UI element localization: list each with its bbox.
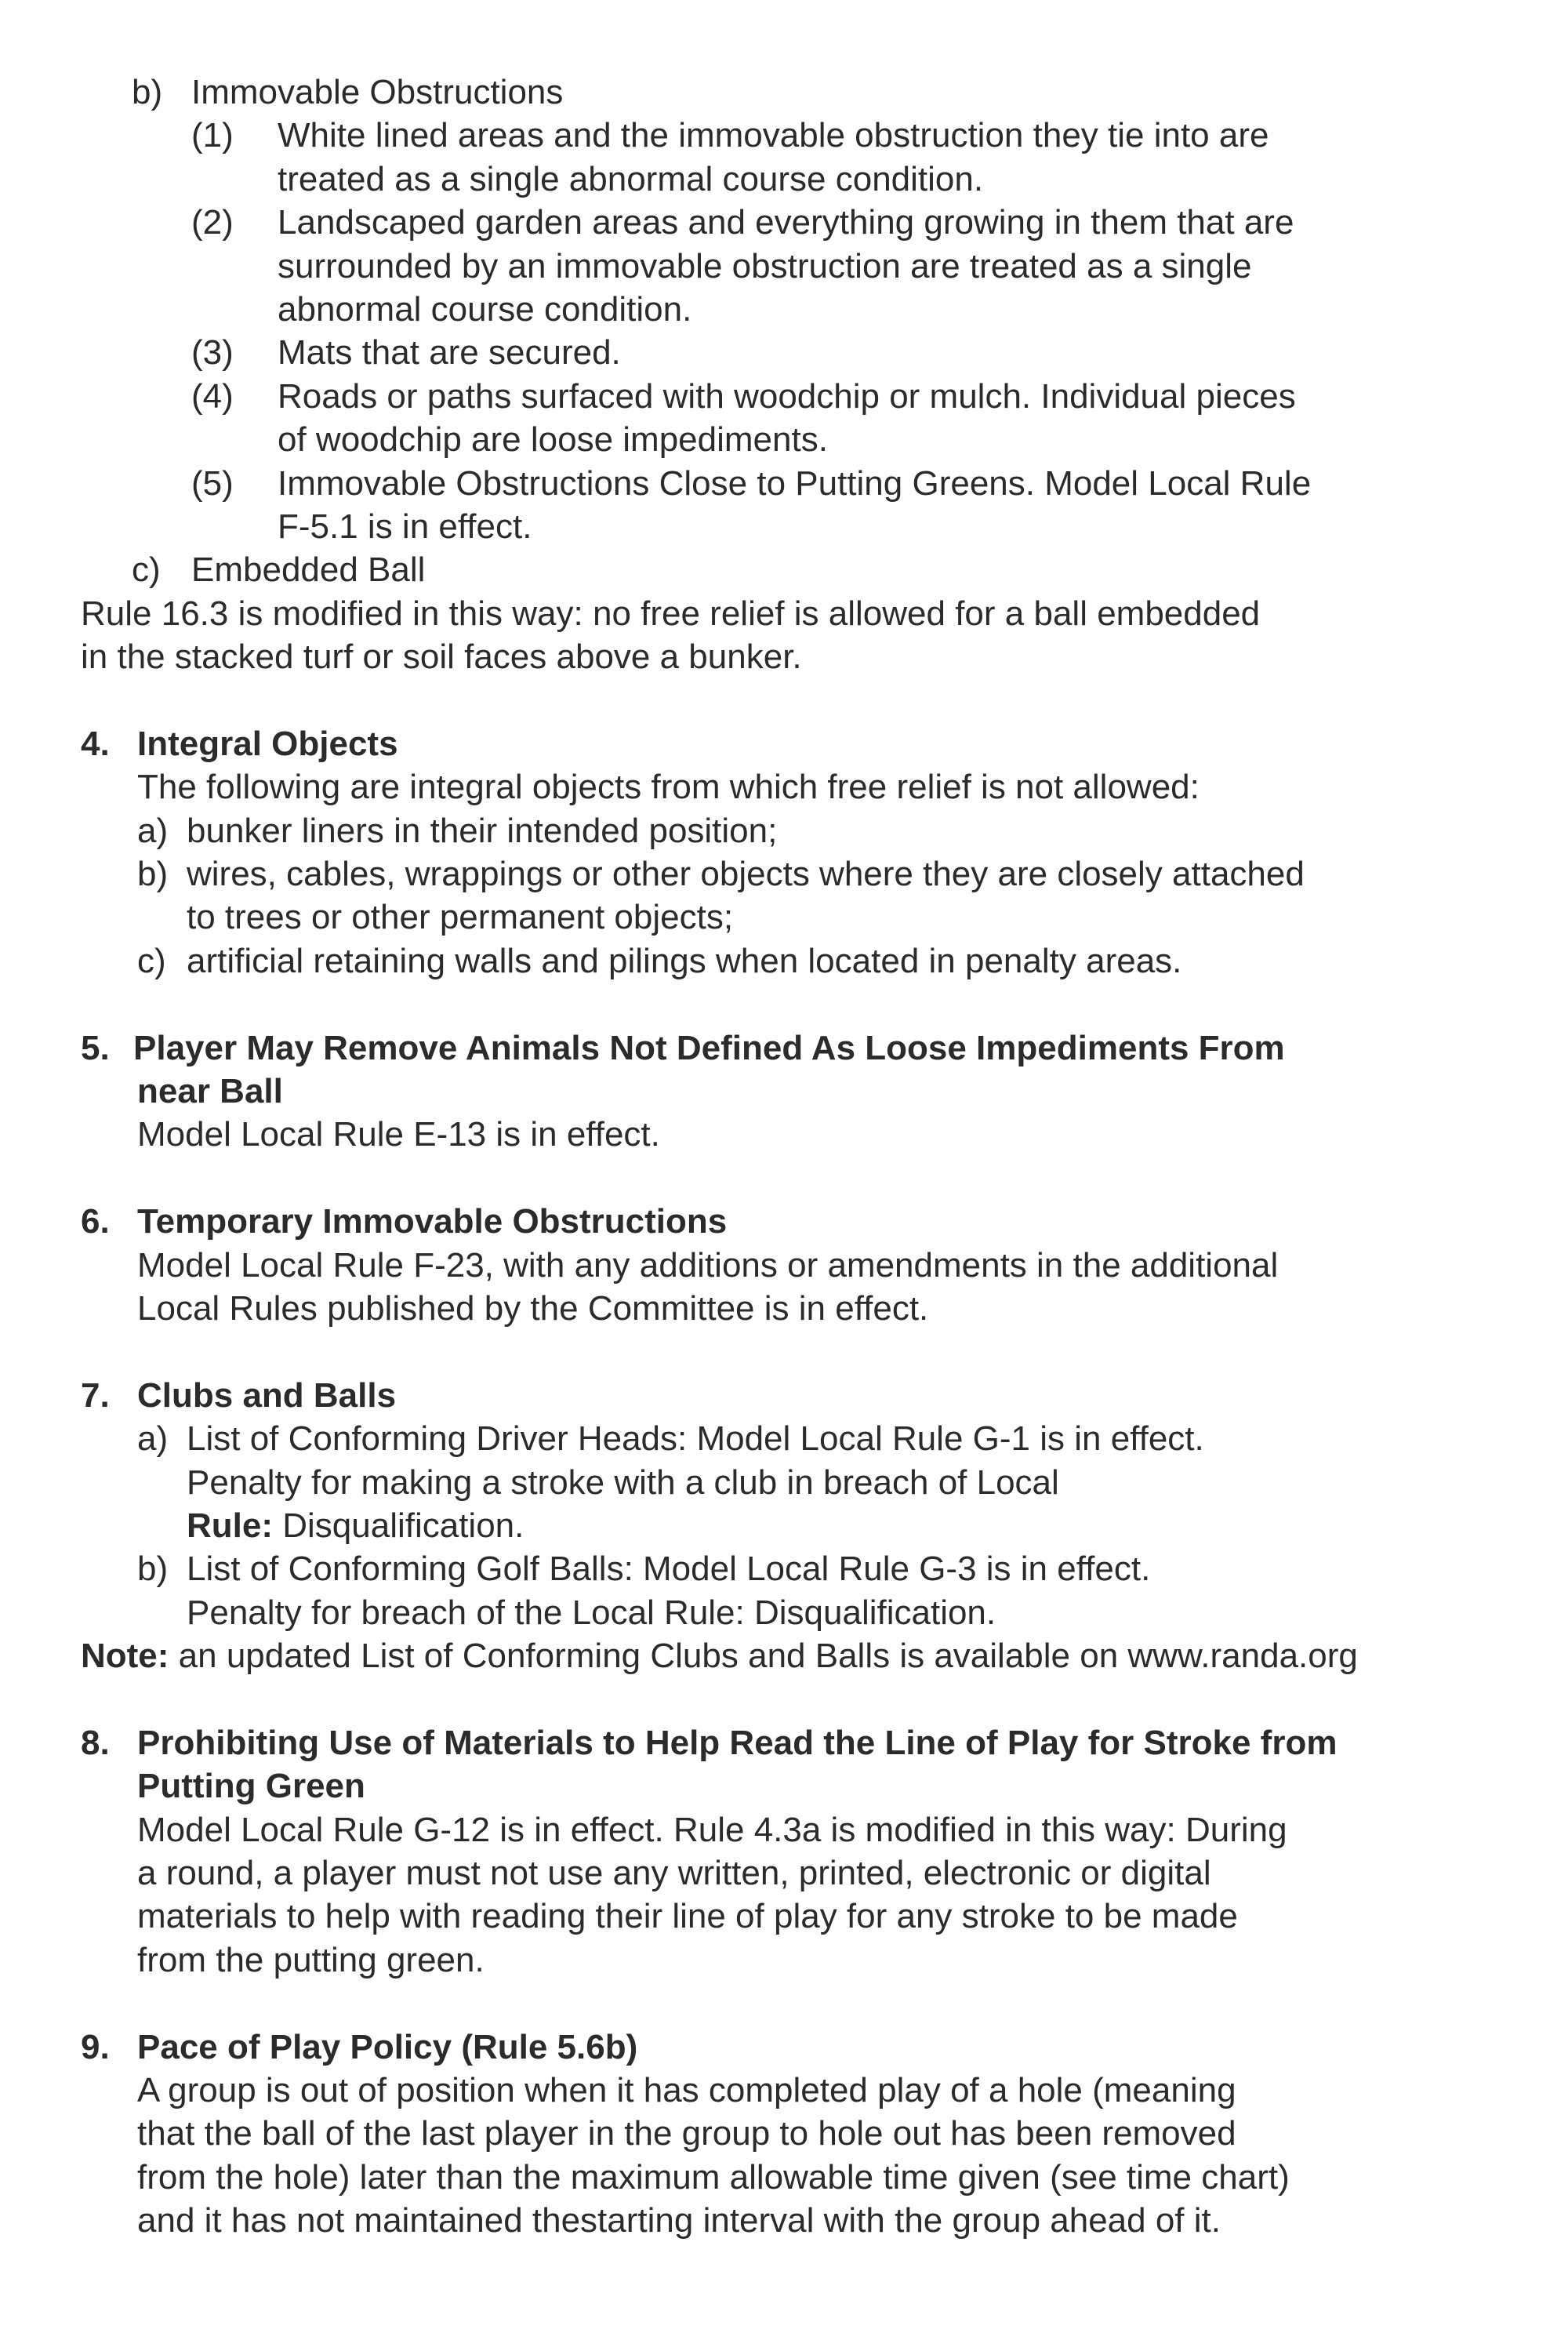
section-title: near Ball [137,1071,283,1110]
text-line [0,1461,1568,1504]
body-text: List of Conforming Golf Balls: Model Local Rule G-3 is in effect. [187,1550,1151,1589]
text-line [0,2199,1568,2242]
body-text: to trees or other permanent objects; [187,898,734,937]
list-marker: b) [137,1550,169,1589]
section-heading-line [0,1721,1568,1764]
text-line [0,635,1568,678]
list-marker: 4. [81,724,110,763]
text-line [0,158,1568,201]
section-title: Temporary Immovable Obstructions [137,1202,728,1241]
list-marker: 5. [81,1028,110,1067]
section-heading-line [0,1374,1568,1417]
text-line [0,592,1568,635]
text-line [0,1287,1568,1330]
text-line [0,852,1568,896]
list-marker: b) [137,855,169,894]
list-marker: 8. [81,1723,110,1762]
text-line [0,114,1568,157]
section-heading-line [0,1070,1568,1113]
list-marker: c) [137,941,166,980]
body-text: Disqualification. [273,1506,524,1545]
list-marker: (2) [191,203,234,242]
body-text: Model Local Rule G-12 is in effect. Rule 4.3a is modified in this way: During [137,1810,1287,1849]
body-text: from the putting green. [137,1940,485,1979]
text-line [0,418,1568,461]
text-line [0,1851,1568,1895]
blank-line [0,678,1568,721]
text-line [0,1808,1568,1851]
body-text: a round, a player must not use any written, printed, electronic or digital [137,1854,1211,1893]
text-line [0,1417,1568,1460]
text-line [0,245,1568,288]
body-text: Landscaped garden areas and everything growing in them that are [278,203,1294,242]
text-line [0,1113,1568,1156]
body-text: abnormal course condition. [278,289,692,329]
text-line [0,548,1568,591]
bold-lead: Note: [81,1637,169,1676]
text-line [0,1895,1568,1938]
bold-lead: Rule: [187,1506,273,1545]
body-text: The following are integral objects from which free relief is not allowed: [137,768,1200,807]
section-heading-line [0,2026,1568,2069]
text-line [0,2069,1568,2112]
text-line [0,1634,1568,1677]
body-text: Model Local Rule F-23, with any additions or amendments in the additional [137,1245,1279,1285]
body-text: wires, cables, wrappings or other objects where they are closely attached [187,855,1305,894]
text-line [0,1244,1568,1287]
text-line [0,809,1568,852]
text-line [0,71,1568,114]
body-text: and it has not maintained thestarting interval with the group ahead of it. [137,2201,1221,2240]
blank-line [0,1157,1568,1200]
text-line [0,201,1568,244]
list-marker: b) [132,73,163,111]
section-heading-line [0,1027,1568,1070]
text-line [0,1504,1568,1547]
body-text: White lined areas and the immovable obstruction they tie into are [278,116,1269,155]
body-text [187,1504,524,1547]
text-line [0,288,1568,331]
list-marker: a) [137,811,169,850]
body-text: Model Local Rule E-13 is in effect. [137,1115,660,1154]
local-rules-document [0,71,1568,2243]
body-text: in the stacked turf or soil faces above a bunker. [81,638,802,677]
list-marker: (3) [191,333,234,372]
section-title: Putting Green [137,1767,365,1806]
text-line [0,1939,1568,1982]
section-title: Pace of Play Policy (Rule 5.6b) [137,2027,638,2066]
body-text: A group is out of position when it has completed play of a hole (meaning [137,2070,1236,2109]
body-text: that the ball of the last player in the group to hole out has been removed [137,2114,1236,2153]
body-text: Mats that are secured. [278,333,621,372]
body-text: materials to help with reading their line of play for any stroke to be made [137,1897,1238,1936]
section-title: Clubs and Balls [137,1375,397,1415]
list-marker: 9. [81,2027,110,2066]
blank-line [0,1677,1568,1721]
body-text: from the hole) later than the maximum allowable time given (see time chart) [137,2157,1290,2197]
text-line [0,765,1568,808]
body-text: surrounded by an immovable obstruction are treated as a single [278,246,1252,285]
text-line [0,2112,1568,2155]
list-marker: (1) [191,116,234,155]
body-text: F-5.1 is in effect. [278,507,532,546]
list-marker: a) [137,1419,169,1459]
body-text: Embedded Ball [191,551,426,590]
text-line [0,505,1568,548]
list-marker: 6. [81,1202,110,1241]
text-line [0,331,1568,374]
section-title: Integral Objects [137,724,398,763]
section-heading-line [0,1764,1568,1808]
body-text: Immovable Obstructions Close to Putting Greens. Model Local Rule [278,463,1312,503]
body-text: List of Conforming Driver Heads: Model Local Rule G-1 is in effect. [187,1419,1204,1459]
text-line [0,896,1568,939]
blank-line [0,1330,1568,1373]
body-text: Penalty for breach of the Local Rule: Disqualification. [187,1593,996,1632]
list-marker: (5) [191,463,234,503]
body-text: Roads or paths surfaced with woodchip or mulch. Individual pieces [278,376,1296,416]
blank-line [0,983,1568,1026]
text-line [0,462,1568,505]
section-heading-line [0,1200,1568,1243]
body-text: bunker liners in their intended position; [187,811,778,850]
section-title: Player May Remove Animals Not Defined As Loose Impediments From [133,1028,1285,1067]
text-line [0,375,1568,418]
body-text: Local Rules published by the Committee is in effect. [137,1288,929,1328]
text-line [0,1591,1568,1634]
text-line [0,1547,1568,1590]
body-text: Rule 16.3 is modified in this way: no free relief is allowed for a ball embedded [81,594,1261,633]
section-title: Prohibiting Use of Materials to Help Read the Line of Play for Stroke from [137,1723,1338,1762]
list-marker: (4) [191,376,234,416]
text-line [0,939,1568,983]
blank-line [0,1982,1568,2025]
body-text: artificial retaining walls and pilings when located in penalty areas. [187,941,1182,980]
body-text: treated as a single abnormal course condition. [278,159,984,198]
text-line [0,2156,1568,2199]
body-text: of woodchip are loose impediments. [278,420,828,460]
body-text [81,1634,1358,1677]
body-text: Immovable Obstructions [191,73,564,111]
body-text: Penalty for making a stroke with a club in breach of Local [187,1463,1059,1502]
body-text: an updated List of Conforming Clubs and Balls is available on www.randa.org [169,1637,1358,1676]
list-marker: c) [132,551,161,590]
list-marker: 7. [81,1375,110,1415]
section-heading-line [0,722,1568,765]
